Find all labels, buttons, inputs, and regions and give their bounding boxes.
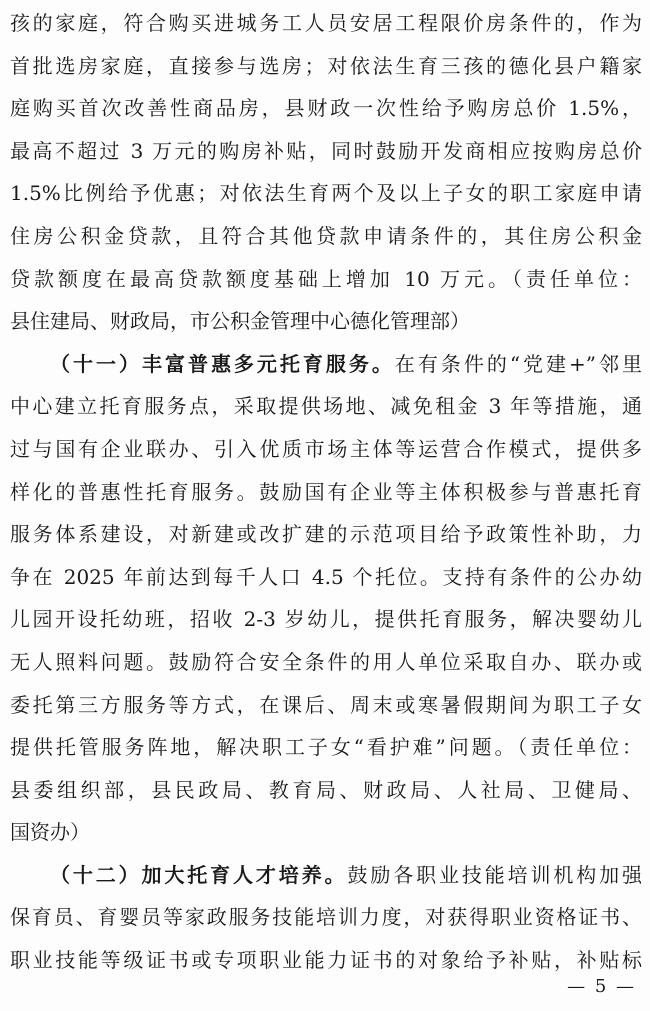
text-line: 保育员、育婴员等家政服务技能培训力度，对获得职业资格证书、 — [10, 905, 642, 930]
text-line: 争在 2025 年前达到每千人口 4.5 个托位。支持有条件的公办幼 — [10, 564, 642, 589]
text-line: 服务体系建设，对新建或改扩建的示范项目给予政策性补助，力 — [10, 522, 642, 547]
text-line: 孩的家庭，符合购买进城务工人员安居工程限价房条件的，作为 — [10, 11, 642, 35]
text-line: 职业技能等级证书或专项职业能力证书的对象给予补贴，补贴标 — [10, 948, 642, 973]
section-heading-line — [10, 343, 642, 386]
text-line: 县委组织部，县民政局、教育局、财政局、人社局、卫健局、 — [10, 777, 642, 802]
text-line: 样化的普惠性托育服务。鼓励国有企业等主体积极参与普惠托育 — [10, 479, 642, 504]
text-line: 县住建局、财政局，市公积金管理中心德化管理部） — [10, 309, 470, 334]
text-line: 儿园开设托幼班，招收 2-3 岁幼儿，提供托育服务，解决婴幼儿 — [10, 607, 642, 632]
text-line: 贷款额度在最高贷款额度基础上增加 10 万元。（责任单位： — [10, 266, 642, 291]
text-line: 住房公积金贷款，且符合其他贷款申请条件的，其住房公积金 — [10, 223, 642, 248]
text-line: 1.5%比例给予优惠；对依法生育两个及以上子女的职工家庭申请 — [10, 181, 642, 206]
text-line: 提供托管服务阵地，解决职工子女“看护难”问题。（责任单位： — [10, 735, 642, 760]
section-text: 在有条件的“党建+”邻里 — [394, 351, 642, 376]
section-text: 鼓励各职业技能培训机构加强 — [347, 862, 643, 887]
page-number: — 5 — — [567, 976, 636, 997]
text-line: 首批选房家庭，直接参与选房；对依法生育三孩的德化县户籍家 — [10, 53, 642, 78]
section-heading-line — [10, 854, 642, 897]
text-line: 最高不超过 3 万元的购房补贴，同时鼓励开发商相应按购房总价 — [10, 138, 642, 163]
section-heading: （十一）丰富普惠多元托育服务。 — [50, 351, 395, 376]
text-line: 中心建立托育服务点，采取提供场地、减免租金 3 年等措施，通 — [10, 394, 642, 419]
text-line: 国资办） — [10, 820, 90, 845]
text-line: 委托第三方服务等方式，在课后、周末或寒暑假期间为职工子女 — [10, 692, 642, 717]
text-line: 无人照料问题。鼓励符合安全条件的用人单位采取自办、联办或 — [10, 649, 642, 674]
section-heading: （十二）加大托育人才培养。 — [50, 862, 348, 887]
text-line: 过与国有企业联办、引入优质市场主体等运营合作模式，提供多 — [10, 436, 642, 461]
text-line: 庭购买首次改善性商品房，县财政一次性给予购房总价 1.5%， — [10, 96, 642, 121]
body-text — [10, 2, 642, 982]
